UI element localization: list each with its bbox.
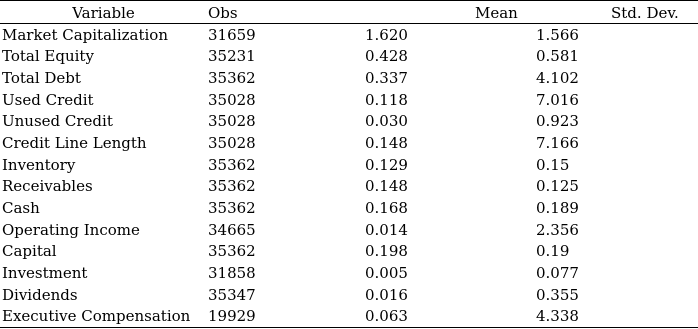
std-dev-cell: 7.166: [536, 134, 579, 153]
mean-cell: 0.063: [365, 305, 536, 327]
table-row: [0, 111, 698, 133]
mean-cell: 0.168: [365, 198, 408, 217]
variable-cell: Receivables: [2, 177, 93, 196]
header-std-dev: Std. Dev.: [536, 1, 698, 24]
table-row: [0, 46, 698, 68]
table-row: [0, 89, 698, 111]
table-row: [0, 284, 698, 306]
mean-cell: 0.428: [365, 47, 408, 66]
variable-cell: Executive Compensation: [0, 305, 207, 327]
table-row: [0, 175, 698, 197]
variable-cell: Used Credit: [2, 90, 94, 109]
header-obs: Obs: [207, 1, 365, 24]
std-dev-cell: 1.566: [536, 25, 579, 44]
mean-cell: 0.129: [365, 155, 408, 174]
table-row: [0, 219, 698, 241]
variable-cell: Investment: [2, 263, 88, 282]
variable-cell: Credit Line Length: [2, 134, 147, 153]
std-dev-cell: 0.19: [536, 242, 570, 261]
std-dev-cell: 0.125: [536, 177, 579, 196]
variable-cell: Dividends: [2, 285, 78, 304]
table-row: [0, 197, 698, 219]
mean-cell: 0.014: [365, 220, 408, 239]
obs-cell: 35028: [208, 134, 256, 153]
header-mean: Mean: [365, 1, 536, 24]
table-body: [0, 24, 698, 328]
mean-cell: 1.620: [365, 25, 408, 44]
table-row: [0, 24, 698, 46]
mean-cell: 0.118: [365, 90, 408, 109]
mean-cell: 0.030: [365, 112, 408, 131]
obs-cell: 35231: [208, 47, 256, 66]
variable-cell: Market Capitalization: [2, 25, 168, 44]
std-dev-cell: 4.102: [536, 69, 579, 88]
variable-cell: Operating Income: [2, 220, 140, 239]
table-row: [0, 132, 698, 154]
table-row: [0, 67, 698, 89]
std-dev-cell: 0.923: [536, 112, 579, 131]
mean-cell: 0.337: [365, 69, 408, 88]
std-dev-cell: 0.355: [536, 285, 579, 304]
table-row: [0, 305, 698, 327]
variable-cell: Cash: [2, 198, 40, 217]
mean-cell: 0.016: [365, 285, 408, 304]
obs-cell: 35362: [208, 242, 256, 261]
mean-cell: 0.198: [365, 242, 408, 261]
mean-cell: 0.005: [365, 263, 408, 282]
header-row: [0, 1, 698, 24]
table-row: [0, 154, 698, 176]
std-dev-cell: 0.581: [536, 47, 579, 66]
table-header: [0, 1, 698, 24]
variable-cell: Total Debt: [2, 69, 81, 88]
mean-cell: 0.148: [365, 134, 408, 153]
table-row: [0, 240, 698, 262]
obs-cell: 34665: [208, 220, 256, 239]
obs-cell: 31858: [208, 263, 256, 282]
std-dev-cell: 0.189: [536, 198, 579, 217]
mean-cell: 0.148: [365, 177, 408, 196]
obs-cell: 35362: [208, 177, 256, 196]
std-dev-cell: 0.077: [536, 263, 579, 282]
variable-cell: Unused Credit: [2, 112, 113, 131]
std-dev-cell: 7.016: [536, 90, 579, 109]
obs-cell: 35028: [208, 90, 256, 109]
table-row: [0, 262, 698, 284]
obs-cell: 19929: [207, 305, 365, 327]
variable-cell: Total Equity: [2, 47, 94, 66]
std-dev-cell: 0.15: [536, 155, 570, 174]
obs-cell: 35347: [208, 285, 256, 304]
obs-cell: 35362: [208, 198, 256, 217]
std-dev-cell: 4.338: [536, 305, 698, 327]
obs-cell: 35362: [208, 155, 256, 174]
obs-cell: 31659: [208, 25, 256, 44]
header-variable: Variable: [0, 1, 207, 24]
variable-cell: Capital: [2, 242, 57, 261]
variable-cell: Inventory: [2, 155, 76, 174]
std-dev-cell: 2.356: [536, 220, 579, 239]
obs-cell: 35028: [208, 112, 256, 131]
obs-cell: 35362: [208, 69, 256, 88]
